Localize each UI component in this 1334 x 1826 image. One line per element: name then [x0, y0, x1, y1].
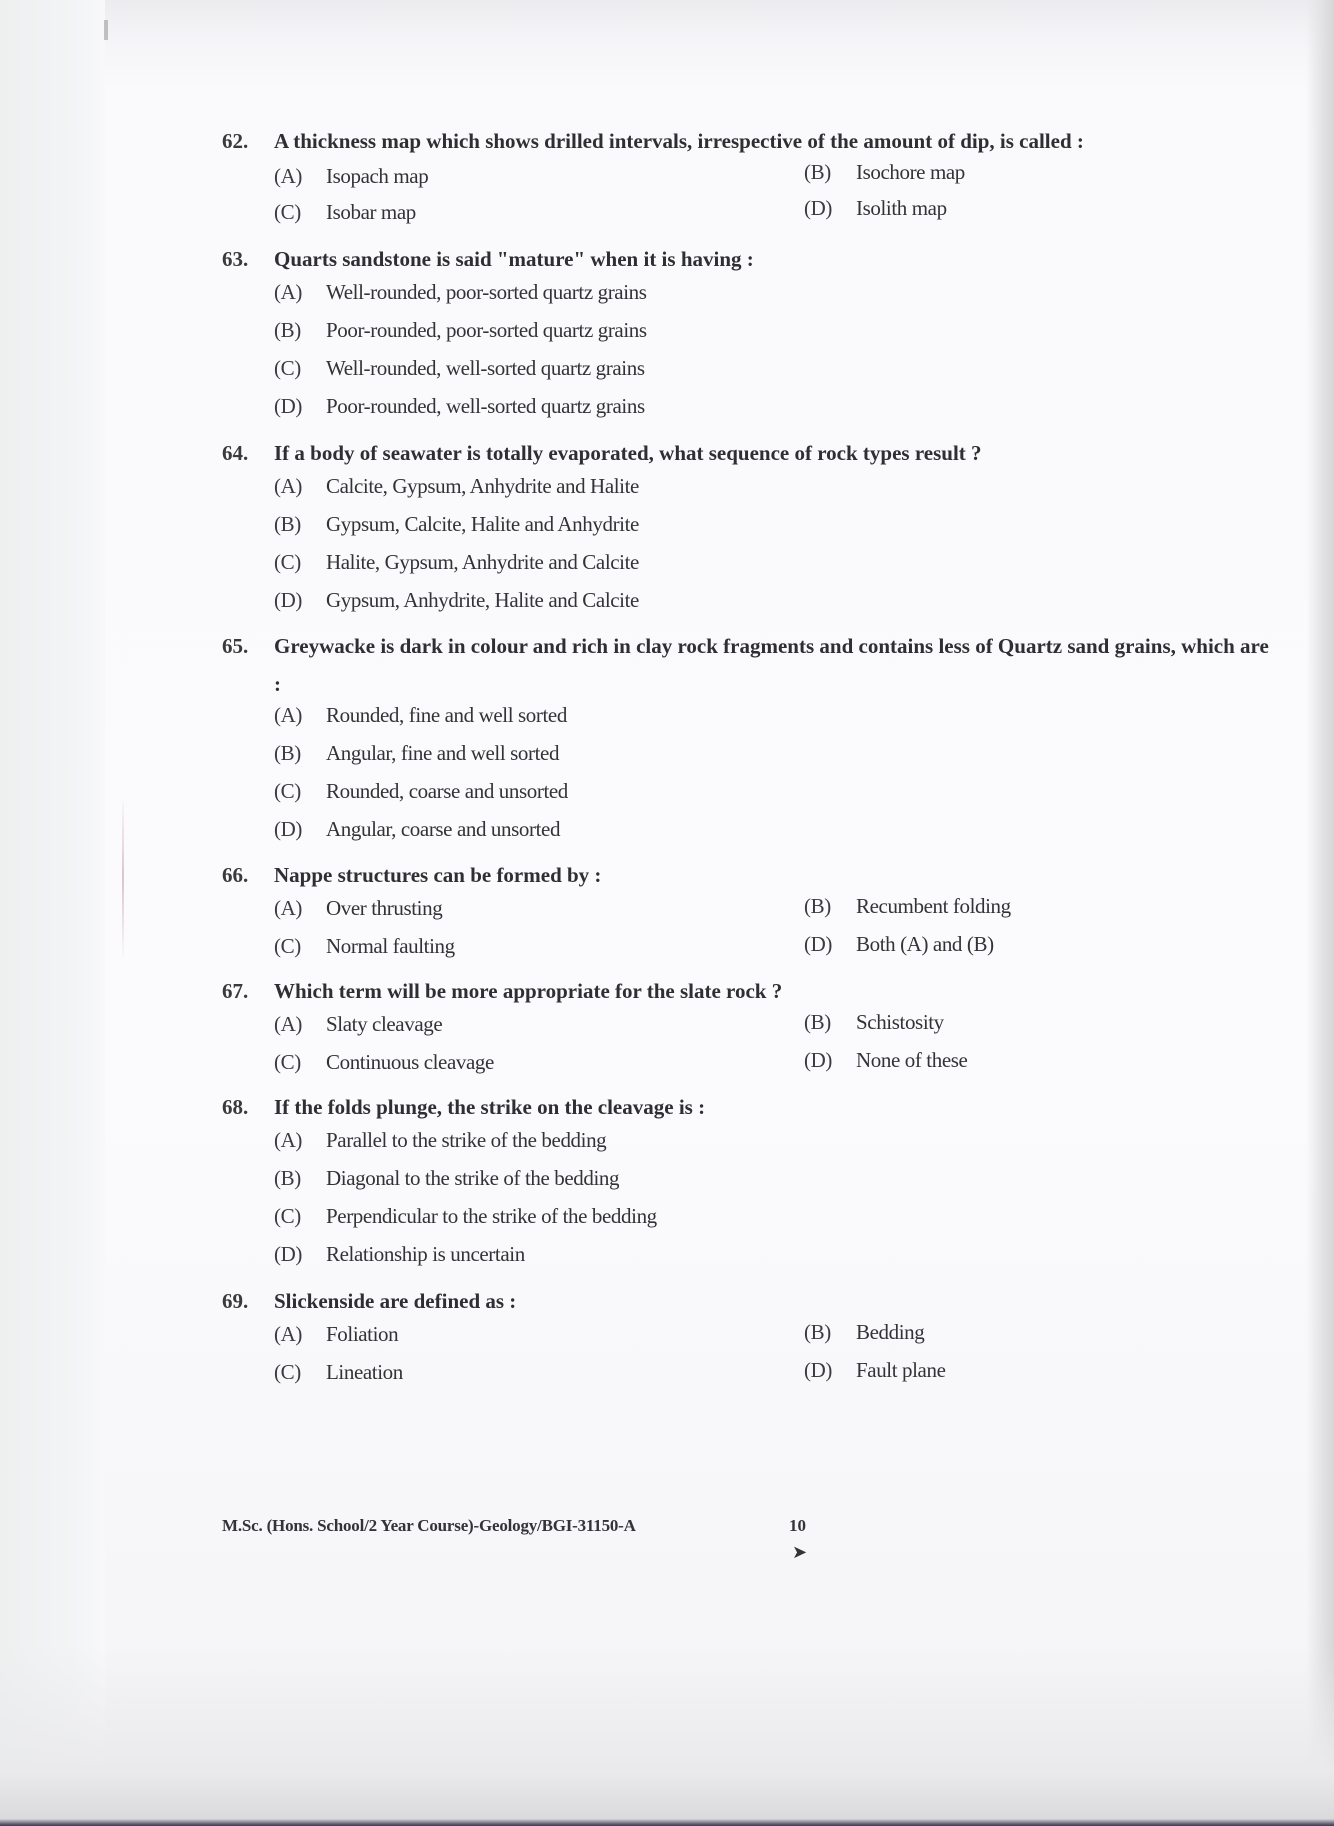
option-label: (D): [274, 588, 302, 612]
option-label: (B): [274, 318, 301, 342]
question-63: [222, 240, 1272, 418]
option-label: (C): [274, 1360, 301, 1384]
option-text: Relationship is uncertain: [326, 1242, 525, 1266]
question-number: 69.: [222, 1289, 249, 1313]
option-label: (B): [804, 894, 831, 918]
option-c: [274, 356, 645, 381]
option-b: [804, 160, 965, 185]
option-a: [274, 164, 428, 189]
question-number: 68.: [222, 1095, 249, 1119]
question-number: 65.: [222, 634, 249, 658]
question-62: [222, 122, 1272, 224]
option-a: [274, 1322, 398, 1347]
option-text: Isochore map: [856, 160, 965, 184]
option-label: (C): [274, 356, 301, 380]
scan-artifact-mark: [104, 20, 108, 40]
option-text: Well-rounded, well-sorted quartz grains: [326, 356, 645, 380]
option-label: (D): [274, 817, 302, 841]
option-label: (C): [274, 200, 301, 224]
course-code-footer: M.Sc. (Hons. School/2 Year Course)-Geology/BGI-31150-A: [222, 1516, 636, 1535]
option-b: [274, 741, 559, 766]
option-c: [274, 1204, 657, 1229]
question-text: Slickenside are defined as :: [274, 1289, 517, 1313]
option-d: [804, 196, 947, 221]
option-label: (D): [804, 1358, 832, 1382]
option-text: Rounded, coarse and unsorted: [326, 779, 568, 803]
question-text: Which term will be more appropriate for the slate rock ?: [274, 979, 783, 1003]
option-text: Isopach map: [326, 164, 429, 188]
option-label: (B): [274, 1166, 301, 1190]
option-text: None of these: [856, 1048, 968, 1072]
question-text: Quarts sandstone is said "mature" when it is having :: [274, 247, 754, 271]
option-label: (C): [274, 934, 301, 958]
question-66: [222, 856, 1272, 958]
option-label: (C): [274, 1050, 301, 1074]
question-number: 63.: [222, 247, 249, 271]
option-b: [804, 894, 1011, 919]
option-label: (A): [274, 703, 302, 727]
option-text: Angular, fine and well sorted: [326, 741, 560, 765]
option-label: (D): [274, 394, 302, 418]
option-b: [274, 512, 639, 537]
option-c: [274, 1360, 403, 1385]
option-label: (D): [274, 1242, 302, 1266]
question-67: [222, 972, 1272, 1074]
option-label: (A): [274, 1012, 302, 1036]
option-text: Over thrusting: [326, 896, 443, 920]
option-label: (C): [274, 1204, 301, 1228]
option-d: [804, 1048, 967, 1073]
question-text: If the folds plunge, the strike on the cleavage is :: [274, 1095, 706, 1119]
option-label: (C): [274, 779, 301, 803]
option-b: [274, 318, 647, 343]
question-number: 67.: [222, 979, 249, 1003]
option-label: (D): [804, 932, 832, 956]
scan-right-shadow: [1306, 0, 1334, 1826]
option-text: Normal faulting: [326, 934, 455, 958]
option-label: (B): [274, 741, 301, 765]
option-c: [274, 200, 416, 225]
option-text: Angular, coarse and unsorted: [326, 817, 561, 841]
option-text: Gypsum, Calcite, Halite and Anhydrite: [326, 512, 639, 536]
option-label: (A): [274, 1128, 302, 1152]
option-b: [804, 1010, 944, 1035]
option-label: (B): [804, 1010, 831, 1034]
option-text: Isolith map: [856, 196, 947, 220]
next-page-arrow-icon: ➤: [792, 1542, 808, 1562]
option-a: [274, 1128, 606, 1153]
option-c: [274, 779, 568, 804]
option-b: [804, 1320, 924, 1345]
option-c: [274, 934, 455, 959]
option-d: [804, 932, 994, 957]
option-b: [274, 1166, 619, 1191]
question-64: [222, 434, 1272, 612]
option-text: Poor-rounded, well-sorted quartz grains: [326, 394, 645, 418]
option-d: [274, 817, 560, 842]
option-label: (A): [274, 896, 302, 920]
option-text: Slaty cleavage: [326, 1012, 443, 1036]
option-text: Lineation: [326, 1360, 403, 1384]
option-text: Both (A) and (B): [856, 932, 994, 956]
question-text: A thickness map which shows drilled intervals, irrespective of the amount of dip, is called :: [274, 129, 1084, 153]
option-label: (A): [274, 164, 302, 188]
option-a: [274, 1012, 442, 1037]
option-a: [274, 280, 647, 305]
option-label: (A): [274, 1322, 302, 1346]
question-text: Greywacke is dark in colour and rich in clay rock fragments and contains less of Quartz sand grains, which are :: [274, 634, 1269, 696]
option-a: [274, 703, 567, 728]
option-c: [274, 550, 639, 575]
question-69: [222, 1282, 1272, 1384]
option-label: (A): [274, 474, 302, 498]
option-d: [804, 1358, 946, 1383]
option-a: [274, 896, 442, 921]
option-text: Rounded, fine and well sorted: [326, 703, 567, 727]
question-text: If a body of seawater is totally evaporated, what sequence of rock types result ?: [274, 441, 982, 465]
option-text: Perpendicular to the strike of the bedding: [326, 1204, 657, 1228]
option-text: Bedding: [856, 1320, 925, 1344]
question-65: [222, 627, 1272, 841]
option-text: Isobar map: [326, 200, 416, 224]
option-label: (A): [274, 280, 302, 304]
option-label: (B): [804, 160, 831, 184]
scan-bottom-shadow: [0, 1646, 1334, 1826]
option-text: Continuous cleavage: [326, 1050, 494, 1074]
option-text: Recumbent folding: [856, 894, 1011, 918]
scan-edge-line: [122, 795, 124, 960]
option-text: Fault plane: [856, 1358, 946, 1382]
option-text: Foliation: [326, 1322, 399, 1346]
option-a: [274, 474, 639, 499]
option-label: (C): [274, 550, 301, 574]
option-d: [274, 588, 639, 613]
option-text: Gypsum, Anhydrite, Halite and Calcite: [326, 588, 639, 612]
page-number: 10: [789, 1516, 806, 1535]
scan-left-margin: [0, 0, 105, 1826]
question-text: Nappe structures can be formed by :: [274, 863, 602, 887]
question-number: 64.: [222, 441, 249, 465]
option-text: Diagonal to the strike of the bedding: [326, 1166, 620, 1190]
option-text: Parallel to the strike of the bedding: [326, 1128, 607, 1152]
option-text: Well-rounded, poor-sorted quartz grains: [326, 280, 647, 304]
question-number: 66.: [222, 863, 249, 887]
option-d: [274, 394, 645, 419]
option-text: Calcite, Gypsum, Anhydrite and Halite: [326, 474, 639, 498]
option-c: [274, 1050, 494, 1075]
option-label: (D): [804, 1048, 832, 1072]
question-68: [222, 1088, 1272, 1266]
option-text: Halite, Gypsum, Anhydrite and Calcite: [326, 550, 639, 574]
option-label: (D): [804, 196, 832, 220]
option-label: (B): [804, 1320, 831, 1344]
option-text: Poor-rounded, poor-sorted quartz grains: [326, 318, 647, 342]
question-number: 62.: [222, 129, 249, 153]
option-label: (B): [274, 512, 301, 536]
option-d: [274, 1242, 525, 1267]
option-text: Schistosity: [856, 1010, 944, 1034]
